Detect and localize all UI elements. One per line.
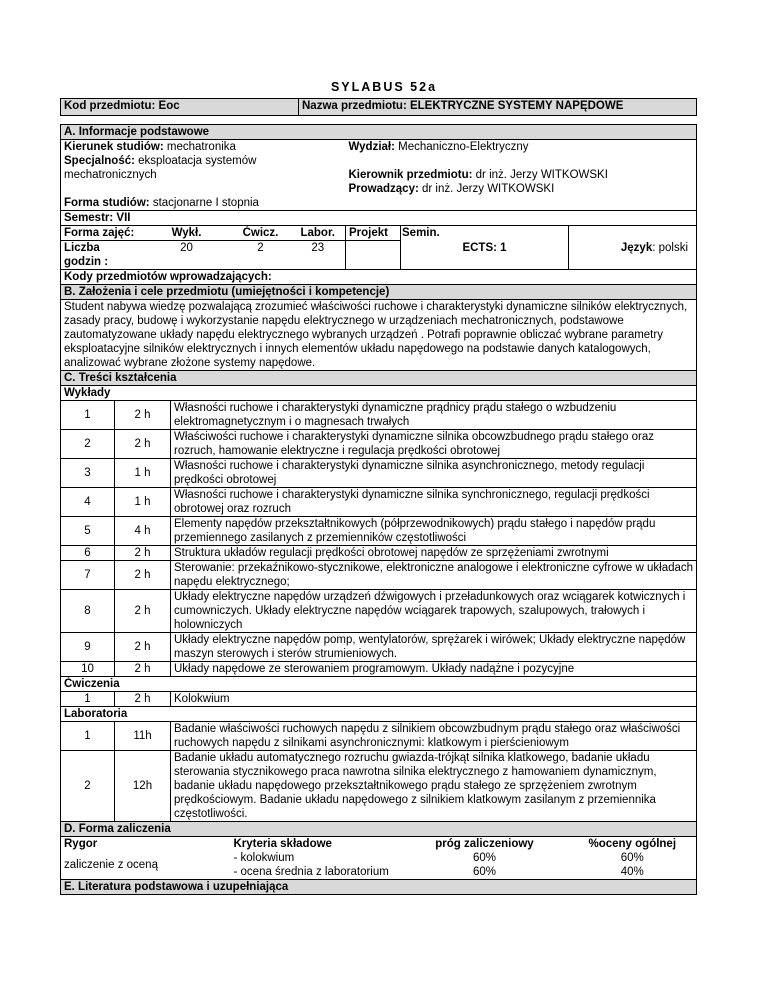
laboratoria-label: Laboratoria	[61, 707, 697, 722]
lecture-topic: Własności ruchowe i charakterystyki dynamiczne silnika asynchronicznego, metody regulacji prędkości obrotowej	[171, 459, 697, 488]
lecture-hours: 2 h	[115, 662, 171, 677]
ocena-value: 40%	[569, 865, 697, 880]
lecture-number: 4	[61, 488, 115, 517]
lecture-hours: 4 h	[115, 517, 171, 546]
lecture-topic: Elementy napędów przekształtnikowych (półprzewodnikowych) prądu stałego i napędów prądu przemiennego zasilanych z przemienników częstotliwości	[171, 517, 697, 546]
exercise-number: 1	[61, 692, 115, 707]
ects: ECTS: 1	[401, 226, 569, 270]
kierunek-row: Kierunek studiów: mechatronika	[64, 141, 236, 153]
lecture-hours: 1 h	[115, 459, 171, 488]
forma-studiow-row: Forma studiów: stacjonarne I stopnia	[64, 197, 259, 209]
lecture-number: 5	[61, 517, 115, 546]
kryterium: - ocena średnia z laboratorium	[231, 865, 401, 880]
col-kryteria: Kryteria składowe	[231, 837, 401, 852]
cwiczenia-label: Ćwiczenia	[61, 677, 697, 692]
jezyk: Język: polski	[569, 226, 697, 270]
exercise-topic: Kolokwium	[171, 692, 697, 707]
col-labor: Labor.	[291, 226, 346, 241]
lecture-hours: 2 h	[115, 401, 171, 430]
lecture-topic: Układy napędowe ze sterowaniem programowym. Układy nadążne i pozycyjne	[171, 662, 697, 677]
col-wykl: Wykł.	[143, 226, 231, 241]
hours-cwicz: 2	[231, 241, 291, 270]
lab-hours: 12h	[115, 751, 171, 822]
col-rygor: Rygor	[61, 837, 231, 852]
lecture-hours: 1 h	[115, 488, 171, 517]
kod-przedmiotu: Kod przedmiotu: Eoc	[61, 99, 299, 116]
section-b-heading: B. Założenia i cele przedmiotu (umiejętności i kompetencje)	[61, 285, 697, 300]
wydzial-row: Wydział: Mechaniczno-Elektryczny	[348, 141, 529, 153]
prog-value: 60%	[472, 852, 497, 864]
col-cwicz: Ćwicz.	[231, 226, 291, 241]
lab-hours: 11h	[115, 722, 171, 751]
lecture-number: 6	[61, 546, 115, 561]
lecture-topic: Własności ruchowe i charakterystyki dynamiczne prądnicy prądu stałego o wzbudzeniu elektromagnetycznym i o magnesach trwałych	[171, 401, 697, 430]
lecture-number: 8	[61, 590, 115, 633]
kryterium: - kolokwium	[233, 852, 295, 864]
kody-przedmiotow: Kody przedmiotów wprowadzających:	[61, 270, 697, 285]
forma-zajec-label: Forma zajęć:	[61, 226, 143, 241]
document-title: SYLABUS 52a	[330, 80, 438, 94]
ocena-value: 60%	[569, 851, 697, 865]
rygor-value: zaliczenie z oceną	[61, 851, 231, 880]
lecture-number: 1	[61, 401, 115, 430]
lecture-number: 3	[61, 459, 115, 488]
lecture-hours: 2 h	[115, 546, 171, 561]
specjalnosc-row: Specjalność: eksploatacja systemów mechatronicznych	[64, 155, 257, 181]
section-c-heading: C. Treści kształcenia	[61, 371, 697, 386]
lecture-number: 2	[61, 430, 115, 459]
lecture-hours: 2 h	[115, 633, 171, 662]
col-prog: próg zaliczeniowy	[401, 837, 569, 852]
section-d-heading: D. Forma zaliczenia	[61, 822, 697, 837]
section-a-heading: A. Informacje podstawowe	[61, 125, 697, 140]
exercise-hours: 2 h	[115, 692, 171, 707]
header-table	[60, 98, 697, 116]
syllabus-table	[60, 124, 697, 895]
lecture-topic: Układy elektryczne napędów urządzeń dźwigowych i przeładunkowych oraz wciągarek kotwicznych i cumowniczych. Układy elektryczne napędów wciągarek trapowych, szalupowych, trałowych i holowniczych	[171, 590, 697, 633]
lecture-topic: Układy elektryczne napędów pomp, wentylatorów, sprężarek i wirówek; Układy elektryczne napędów maszyn sterowych i sterów strumieniowych.	[171, 633, 697, 662]
wyklady-label: Wykłady	[61, 386, 697, 401]
lecture-hours: 2 h	[115, 430, 171, 459]
lecture-topic: Własności ruchowe i charakterystyki dynamiczne silnika synchronicznego, regulacji prędkości obrotowej oraz rozruch	[171, 488, 697, 517]
lab-number: 1	[61, 722, 115, 751]
hours-labor: 23	[291, 241, 346, 270]
lab-number: 2	[61, 751, 115, 822]
lecture-hours: 2 h	[115, 561, 171, 590]
lecture-number: 7	[61, 561, 115, 590]
kierownik-row: Kierownik przedmiotu: dr inż. Jerzy WITKOWSKI	[348, 169, 608, 181]
lecture-topic: Struktura układów regulacji prędkości obrotowej napędów ze sprzężeniami zwrotnymi	[171, 546, 697, 561]
lab-topic: Badanie właściwości ruchowych napędu z silnikiem obcowzbudnym prądu stałego oraz właściwości ruchowych napędu z silnikami asynchronicznymi: klatkowym i pierścieniowym	[171, 722, 697, 751]
section-e-heading: E. Literatura podstawowa i uzupełniająca	[61, 880, 697, 895]
prowadzacy-row: Prowadzący: dr inż. Jerzy WITKOWSKI	[348, 183, 555, 195]
col-ocena: %oceny ogólnej	[569, 837, 697, 852]
col-projekt-semin: Projekt Semin.	[346, 226, 401, 241]
lecture-number: 10	[61, 662, 115, 677]
lecture-hours: 2 h	[115, 590, 171, 633]
hours-wykl: 20	[143, 241, 231, 270]
liczba-godzin-label: Liczba godzin :	[61, 241, 143, 270]
nazwa-przedmiotu: Nazwa przedmiotu: ELEKTRYCZNE SYSTEMY NAPĘDOWE	[299, 99, 697, 116]
lecture-topic: Właściwości ruchowe i charakterystyki dynamiczne silnika obcowzbudnego prądu stałego oraz rozruch, hamowanie elektryczne i regulacja prędkości obrotowej	[171, 430, 697, 459]
lecture-number: 9	[61, 633, 115, 662]
lecture-topic: Sterowanie: przekaźnikowo-stycznikowe, elektroniczne analogowe i elektroniczne cyfrowe w układach napędu elektrycznego;	[171, 561, 697, 590]
semestr-row: Semestr: VII	[61, 211, 697, 226]
section-b-text: Student nabywa wiedzę pozwalającą zrozumieć właściwości ruchowe i charakterystyki dynamiczne silników elektrycznych, zasady pracy, budowę i wykorzystanie napędu elektrycznego w urządzeniach mechatronicznych, podstawowe zautomatyzowane układy napędu elektrycznego wybranych urządzeń . Potrafi poprawnie obliczać wybrane parametry eksploatacyjne silników elektrycznych i innych elementów układu napędowego na podstawie danych katalogowych, analizować wybrane złożone systemy napędowe.	[61, 300, 697, 371]
prog-value: 60%	[401, 865, 569, 880]
lab-topic: Badanie układu automatycznego rozruchu gwiazda-trójkąt silnika klatkowego, badanie układu sterowania stycznikowego praca nawrotna silnika elektrycznego z hamowaniem dynamicznym, badanie układu napędowego przekształtnikowego prądu stałego ze sprzężeniem zwrotnym prędkościowym. Badanie układu napędowego z silnikiem klatkowym zasilanym z przemiennika częstotliwości.	[171, 751, 697, 822]
